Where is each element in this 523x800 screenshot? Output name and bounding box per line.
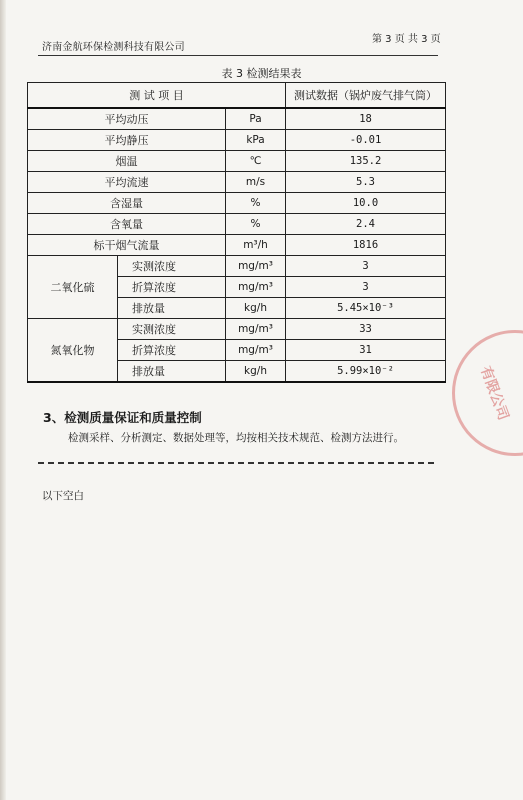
results-table [27, 82, 446, 383]
row-value: 10.0 [286, 193, 446, 214]
row-unit: Pa [226, 108, 286, 130]
table-row [28, 151, 446, 172]
header-divider [38, 55, 438, 56]
table-header-row [28, 83, 446, 109]
table-row [28, 319, 446, 340]
header-item-cell: 测 试 项 目 [28, 83, 286, 109]
section-paragraph: 检测采样、分析测定、数据处理等，均按相关技术规范、检测方法进行。 [68, 432, 404, 444]
page-indicator: 第 3 页 共 3 页 [372, 34, 441, 45]
row-item: 平均流速 [28, 172, 226, 193]
row-subitem: 折算浓度 [118, 277, 226, 298]
page-edge-shadow [0, 0, 6, 800]
row-value: 3 [286, 277, 446, 298]
row-subitem: 实测浓度 [118, 256, 226, 277]
row-value: 3 [286, 256, 446, 277]
row-item: 平均动压 [28, 108, 226, 130]
table-row [28, 235, 446, 256]
row-item: 含氧量 [28, 214, 226, 235]
blank-note: 以下空白 [42, 490, 84, 502]
row-unit: % [226, 214, 286, 235]
row-unit: mg/m³ [226, 277, 286, 298]
row-value: 5.99×10⁻² [286, 361, 446, 383]
row-subitem: 排放量 [118, 298, 226, 319]
dashed-divider [38, 462, 434, 464]
row-subitem: 折算浓度 [118, 340, 226, 361]
row-item: 标干烟气流量 [28, 235, 226, 256]
section-heading: 3、检测质量保证和质量控制 [43, 410, 202, 425]
row-value: 31 [286, 340, 446, 361]
table-row [28, 193, 446, 214]
header-data-cell: 测试数据（锅炉废气排气筒） [286, 83, 446, 109]
row-item: 含湿量 [28, 193, 226, 214]
seal-text: 有限公司 [476, 364, 512, 423]
company-name: 济南金航环保检测科技有限公司 [42, 42, 185, 53]
row-value: 1816 [286, 235, 446, 256]
group-label-nox: 氮氧化物 [28, 319, 118, 383]
row-unit: kPa [226, 130, 286, 151]
row-unit: mg/m³ [226, 340, 286, 361]
row-subitem: 实测浓度 [118, 319, 226, 340]
row-value: 5.3 [286, 172, 446, 193]
table-row [28, 172, 446, 193]
row-unit: % [226, 193, 286, 214]
row-unit: kg/h [226, 298, 286, 319]
row-unit: mg/m³ [226, 256, 286, 277]
row-unit: m³/h [226, 235, 286, 256]
row-unit: mg/m³ [226, 319, 286, 340]
row-value: 2.4 [286, 214, 446, 235]
table-row [28, 108, 446, 130]
row-unit: ℃ [226, 151, 286, 172]
row-value: 135.2 [286, 151, 446, 172]
group-label-so2: 二氧化硫 [28, 256, 118, 319]
row-unit: kg/h [226, 361, 286, 383]
row-value: 33 [286, 319, 446, 340]
row-value: 18 [286, 108, 446, 130]
table-row [28, 214, 446, 235]
table-row [28, 256, 446, 277]
row-subitem: 排放量 [118, 361, 226, 383]
row-unit: m/s [226, 172, 286, 193]
row-value: 5.45×10⁻³ [286, 298, 446, 319]
table-caption: 表 3 检测结果表 [221, 67, 302, 80]
company-seal [452, 330, 523, 456]
table-row [28, 130, 446, 151]
row-item: 烟温 [28, 151, 226, 172]
row-item: 平均静压 [28, 130, 226, 151]
row-value: -0.01 [286, 130, 446, 151]
